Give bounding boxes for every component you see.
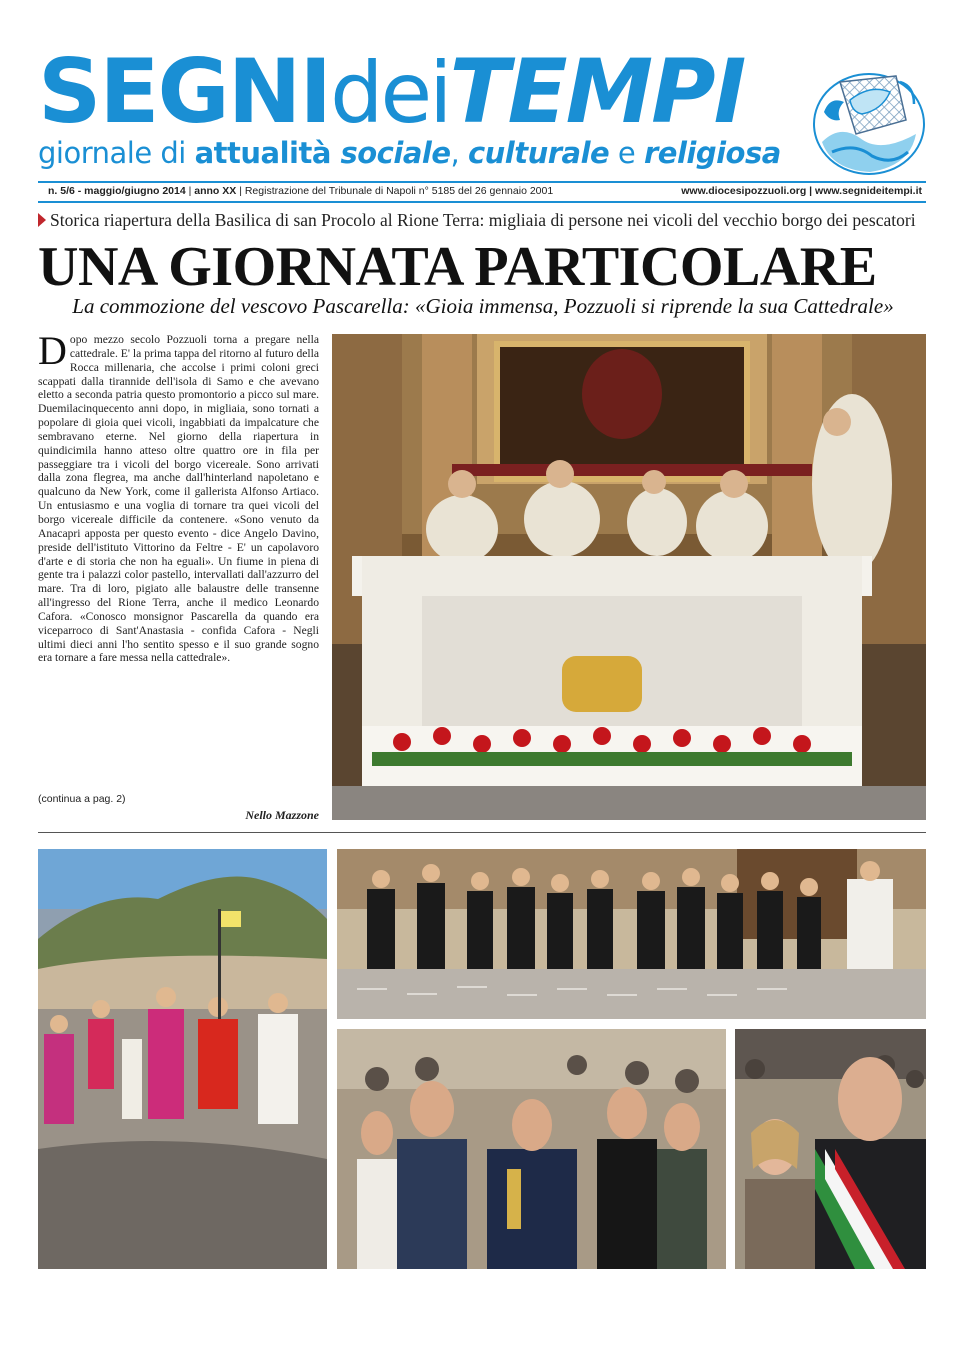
photo-altar-mass: [332, 334, 926, 820]
tagline: [38, 136, 781, 170]
article-body: [38, 328, 319, 665]
issue-number: n. 5/6 - maggio/giugno 2014: [48, 185, 186, 197]
logo-dei: dei: [330, 44, 450, 142]
section-divider: [38, 832, 926, 833]
tagline-part: religiosa: [643, 136, 781, 170]
logo: [38, 40, 745, 143]
logo-tempi: TEMPI: [449, 40, 745, 143]
issue-year: anno XX: [194, 185, 237, 197]
tagline-part: ,: [450, 136, 468, 170]
kicker-arrow-icon: [38, 213, 46, 227]
drop-cap: D: [38, 328, 67, 373]
emblem-icon: [810, 62, 928, 180]
tagline-part: sociale: [340, 136, 451, 170]
byline: Nello Mazzone: [245, 808, 319, 822]
photo-choir: [337, 849, 926, 1019]
headline: UNA GIORNATA PARTICOLARE: [38, 236, 877, 298]
photo-officers: [337, 1029, 726, 1269]
tagline-part: attualità: [194, 136, 341, 170]
article-text: opo mezzo secolo Pozzuoli torna a pregare nella cattedrale. E' la prima tappa del ritorno al futuro della Rocca millenaria, che accolse i primi coloni greci scappati dalla tirannide dell'isola di Samo e che avevano eletto a seconda patria questo promontorio a picco sul mare. Duemilacinquecento anni dopo, in migliaia, sono tornati a popolare di gioia quei vicoli, ingabbiati da impalcature che sembravano eterne. Nel giorno della riapertura in quindicimila hanno atteso oltre quattro ore in fila per passeggiare tra i vicoli del borgo vicereale. Sono arrivati dalla zona flegrea, ma anche dall'hinterland napoletano e qualcuno da New York, come il gallerista Alfonso Artiaco. Un entusiasmo e una voglia di tornare tra quei vicoli del borgo vicereale difficile da contenere. «Sono venuto da Anacapri apposta per questo evento - dice Angelo Davino, preside dell'istituto Vittorino da Feltre - E' un capolavoro d'arte e di storia che non ha eguali». Un fiume in piena di gente tra i palazzi color pastello, intervallati dall'azzurro del mare. Tra di loro, pigiato alle balaustre delle transenne all'ingresso del Rione Terra, anche il medico Leonardo Cafora. «Conosco monsignor Pascarella da quando era viceparroco di Sant'Anastasia - confida Cafora - Negli ultimi dieci anni l'ho sentito spesso e il suo grande sogno era tornare a fare messa nella cattedrale».: [38, 333, 319, 665]
subheadline: La commozione del vescovo Pascarella: «Gioia immensa, Pozzuoli si riprende la sua Cattedrale»: [72, 294, 894, 318]
kicker-text: Storica riapertura della Basilica di san Procolo al Rione Terra: migliaia di persone nei vicoli del vecchio borgo dei pescatori: [50, 210, 916, 230]
website-links[interactable]: www.diocesipozzuoli.org | www.segnideitempi.it: [681, 185, 922, 197]
photo-procession: [38, 849, 327, 1269]
info-bar: n. 5/6 - maggio/giugno 2014 | anno XX | Registrazione del Tribunale di Napoli n° 5185 del 26 gennaio 2001 www.diocesipozzuoli.org | www.segnideitempi.it: [38, 181, 926, 203]
logo-segni: SEGNI: [38, 40, 331, 143]
tagline-part: e: [609, 136, 644, 170]
tagline-part: culturale: [467, 136, 610, 170]
tagline-part: giornale di: [38, 136, 195, 170]
continued-note: (continua a pag. 2): [38, 793, 126, 805]
kicker: [38, 210, 938, 231]
registration-text: Registrazione del Tribunale di Napoli n° 5185 del 26 gennaio 2001: [244, 185, 554, 197]
photo-mayor: [735, 1029, 926, 1269]
masthead: [38, 40, 818, 178]
